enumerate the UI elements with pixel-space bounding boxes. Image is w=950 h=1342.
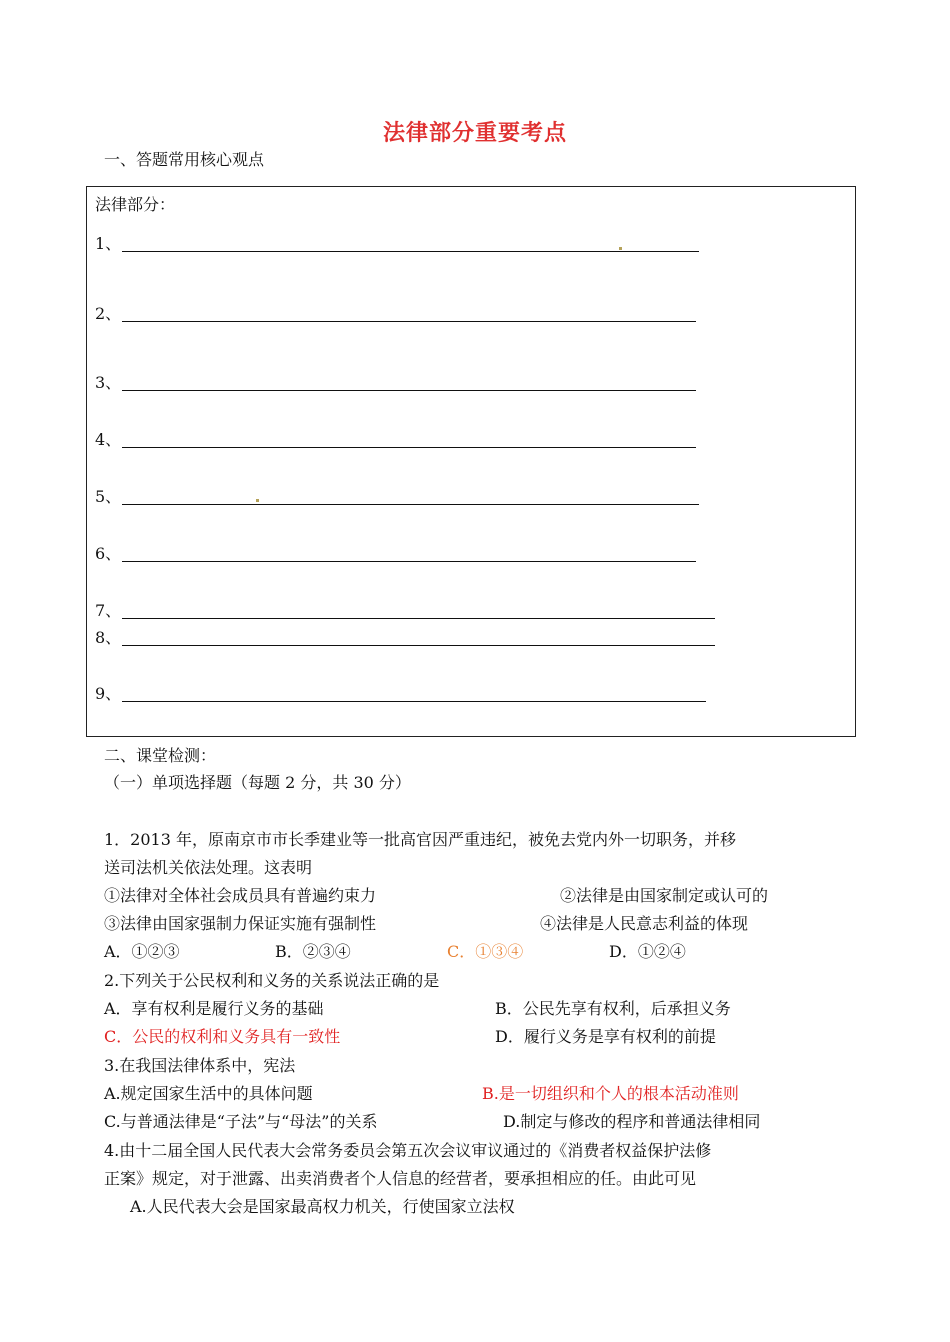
item-number-6: 6、 bbox=[95, 544, 122, 563]
question-3-option-b-answer[interactable]: B.是一切组织和个人的根本活动准则 bbox=[482, 1084, 739, 1103]
question-4-option-a[interactable]: A.人民代表大会是国家最高权力机关，行使国家立法权 bbox=[130, 1197, 515, 1216]
section-heading-class-test: 二、课堂检测： bbox=[104, 746, 217, 765]
item-number-2: 2、 bbox=[95, 304, 122, 323]
section-subheading-single-choice: （一）单项选择题（每题 2 分，共 30 分） bbox=[104, 773, 411, 792]
question-3-option-d[interactable]: D.制定与修改的程序和普通法律相同 bbox=[503, 1112, 761, 1131]
question-2-option-a[interactable]: A．享有权利是履行义务的基础 bbox=[104, 999, 324, 1018]
answer-blank-9[interactable] bbox=[122, 701, 706, 702]
question-1-option-a[interactable]: A．①②③ bbox=[104, 942, 180, 961]
item-number-5: 5、 bbox=[95, 487, 122, 506]
item-number-1: 1、 bbox=[95, 234, 122, 253]
answer-blank-7[interactable] bbox=[122, 618, 715, 619]
speck-mark bbox=[256, 499, 259, 502]
item-number-9: 9、 bbox=[95, 684, 122, 703]
answer-blank-3[interactable] bbox=[122, 390, 696, 391]
question-4-stem: 4.由十二届全国人民代表大会常务委员会第五次会议审议通过的《消费者权益保护法修 bbox=[104, 1141, 712, 1160]
answer-blank-8[interactable] bbox=[122, 645, 715, 646]
question-1-stem: 1．2013 年，原南京市市长季建业等一批高官因严重违纪，被免去党内外一切职务，并移 bbox=[104, 830, 736, 849]
question-2-option-c-answer[interactable]: C．公民的权利和义务具有一致性 bbox=[104, 1027, 341, 1046]
question-1-option-b[interactable]: B．②③④ bbox=[275, 942, 351, 961]
answer-blank-2[interactable] bbox=[122, 321, 696, 322]
question-1-option-d[interactable]: D．①②④ bbox=[609, 942, 686, 961]
answer-blank-1[interactable] bbox=[122, 251, 699, 252]
page-title: 法律部分重要考点 bbox=[382, 120, 567, 146]
question-3-option-a[interactable]: A.规定国家生活中的具体问题 bbox=[104, 1084, 313, 1103]
question-4-stem-cont: 正案》规定，对于泄露、出卖消费者个人信息的经营者，要承担相应的任。由此可见 bbox=[104, 1169, 697, 1188]
question-1-statement-1: ①法律对全体社会成员具有普遍约束力 bbox=[104, 886, 377, 905]
speck-mark bbox=[619, 247, 622, 250]
box-label: 法律部分： bbox=[95, 195, 176, 214]
question-1-stem-cont: 送司法机关依法处理。这表明 bbox=[104, 858, 313, 877]
question-2-stem: 2.下列关于公民权利和义务的关系说法正确的是 bbox=[104, 971, 440, 990]
item-number-8: 8、 bbox=[95, 628, 122, 647]
question-1-statement-2: ②法律是由国家制定或认可的 bbox=[560, 886, 769, 905]
answer-blank-4[interactable] bbox=[122, 447, 696, 448]
answer-blank-6[interactable] bbox=[122, 561, 696, 562]
answer-blank-5[interactable] bbox=[122, 504, 699, 505]
question-3-option-c[interactable]: C.与普通法律是“子法”与“母法”的关系 bbox=[104, 1112, 378, 1131]
question-2-option-b[interactable]: B．公民先享有权利，后承担义务 bbox=[495, 999, 731, 1018]
question-1-option-c-answer[interactable]: C．①③④ bbox=[447, 942, 524, 961]
answer-box bbox=[86, 186, 856, 737]
question-1-statement-4: ④法律是人民意志利益的体现 bbox=[540, 914, 749, 933]
item-number-4: 4、 bbox=[95, 430, 122, 449]
section-heading-core-views: 一、答题常用核心观点 bbox=[104, 150, 265, 169]
question-1-statement-3: ③法律由国家强制力保证实施有强制性 bbox=[104, 914, 377, 933]
question-2-option-d[interactable]: D．履行义务是享有权利的前提 bbox=[495, 1027, 716, 1046]
item-number-3: 3、 bbox=[95, 373, 122, 392]
item-number-7: 7、 bbox=[95, 601, 122, 620]
question-3-stem: 3.在我国法律体系中，宪法 bbox=[104, 1056, 296, 1075]
